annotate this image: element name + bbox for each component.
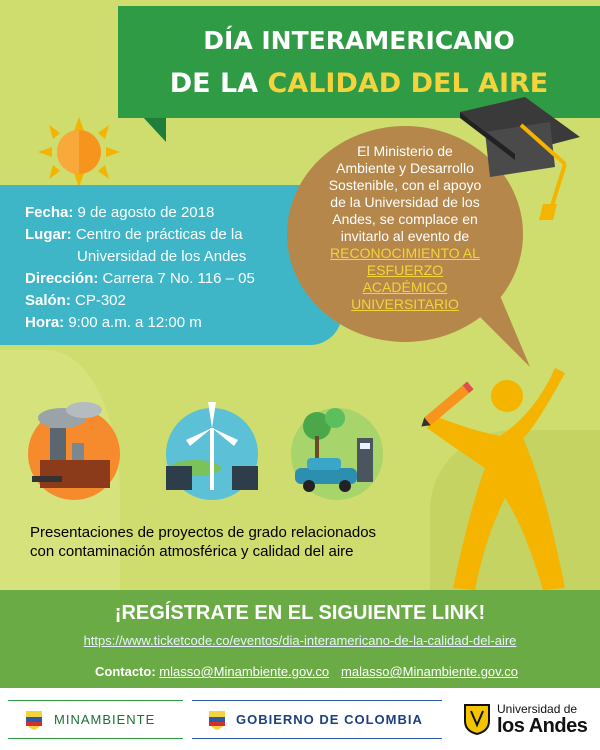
info-time: Hora: 9:00 a.m. a 12:00 m [25,314,202,331]
andes-logo-line-2: los Andes [497,715,588,737]
title-prefix: DE LA [169,68,268,99]
contact-label: Contacto: [95,664,156,679]
gobierno-logo: GOBIERNO DE COLOMBIA [236,712,423,727]
contact-email-2[interactable]: malasso@Minambiente.gov.co [341,664,519,679]
contact-line [95,664,530,679]
registration-title: ¡REGÍSTRATE EN EL SIGUIENTE LINK! [114,602,486,624]
event-name-link[interactable]: ESFUERZO [366,262,444,278]
graduation-cap-icon [455,92,585,222]
andes-logo-line-1: Universidad de [497,702,578,716]
andes-shield-icon [463,703,491,735]
wind-turbine-icon [160,398,264,502]
person-with-pencil-icon [415,368,575,598]
info-place-2: Universidad de los Andes [77,248,247,265]
event-description: Presentaciones de proyectos de grado relacionados con contaminación atmosférica y calidad del aire [30,524,377,560]
title-line-1: DÍA INTERAMERICANO [203,26,515,55]
logo-rule [192,700,442,701]
info-date: Fecha: 9 de agosto de 2018 [25,204,215,221]
info-address: Dirección: Carrera 7 No. 116 – 05 [25,270,255,287]
contact-email-1[interactable]: mlasso@Minambiente.gov.co [159,664,330,679]
event-name-link[interactable]: ACADÉMICO [362,279,448,295]
registration-link[interactable]: https://www.ticketcode.co/eventos/dia-interamericano-de-la-calidad-del-aire [83,633,517,648]
event-name-link[interactable]: UNIVERSITARIO [351,296,459,312]
bubble-text: El Ministerio de Ambiente y Desarrollo Sostenible, con el apoyo de la Universidad de los Andes, se complace en invitarlo al evento de RECONOCIMIENTO AL ESFUERZO ACADÉMICO UNIVERSITARIO [302,143,508,313]
minambiente-logo: MINAMBIENTE [54,712,156,727]
electric-car-icon [285,398,389,502]
event-info [25,202,255,334]
sun-icon [38,117,120,187]
event-name-link[interactable]: RECONOCIMIENTO AL [330,245,480,261]
title-accent: CALIDAD DEL AIRE [267,68,549,99]
factory-icon [22,398,126,502]
logo-rule [8,700,183,701]
logo-rule [192,738,442,739]
info-room: Salón: CP-302 [25,292,126,309]
colombia-crest-icon [22,707,46,731]
info-place: Lugar: Centro de prácticas de la [25,226,243,243]
logo-rule [8,738,183,739]
colombia-crest-icon [205,707,229,731]
